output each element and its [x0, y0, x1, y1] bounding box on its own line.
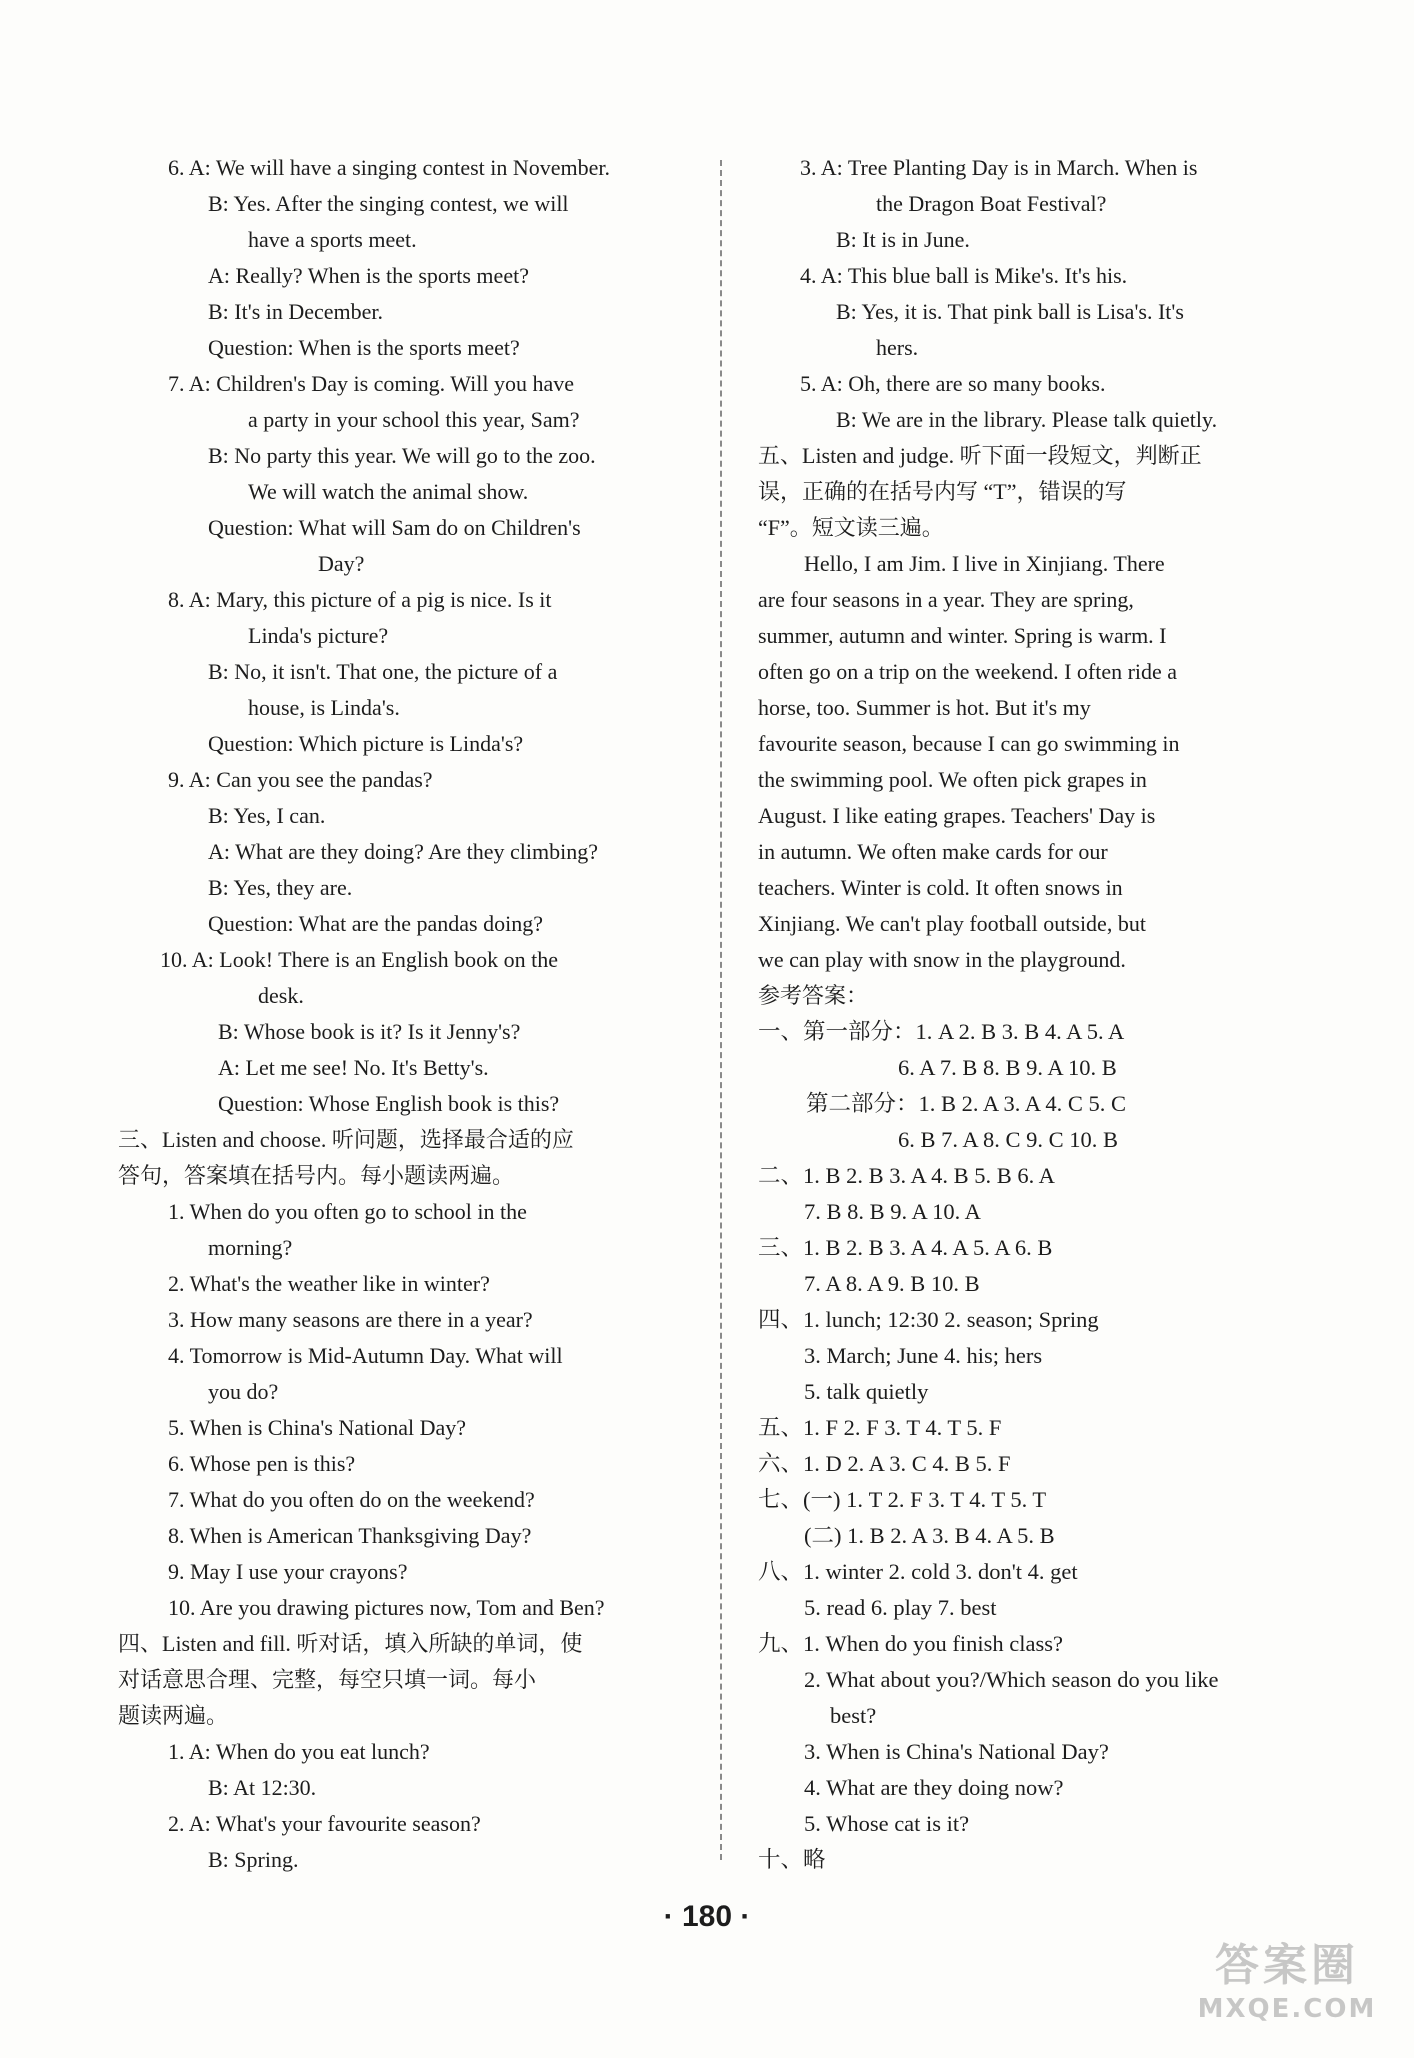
watermark-logo	[1182, 1938, 1392, 2038]
watermark-text: 答案圈	[1215, 1940, 1359, 1991]
text-line: “F”。短文读三遍。	[758, 515, 944, 540]
answer-line: 八、1. winter 2. cold 3. don't 4. get	[758, 1559, 1078, 1584]
answer-line: 二、1. B 2. B 3. A 4. B 5. B 6. A	[758, 1163, 1055, 1188]
text-line: 8. When is American Thanksgiving Day?	[168, 1523, 532, 1548]
page-number: · 180 ·	[663, 1900, 751, 1933]
text-line: August. I like eating grapes. Teachers' Day is	[758, 803, 1156, 828]
answer-line: 七、(一) 1. T 2. F 3. T 4. T 5. T	[758, 1487, 1047, 1512]
text-line: 3. How many seasons are there in a year?	[168, 1307, 533, 1332]
text-line: A: Let me see! No. It's Betty's.	[218, 1055, 489, 1080]
answer-line: 六、1. D 2. A 3. C 4. B 5. F	[758, 1451, 1011, 1476]
listening-text	[758, 150, 1318, 978]
answer-key	[758, 1014, 1318, 1878]
text-line: B: At 12:30.	[208, 1775, 317, 1800]
text-line: horse, too. Summer is hot. But it's my	[758, 695, 1091, 720]
answer-line: 3. When is China's National Day?	[804, 1739, 1109, 1764]
text-line: a party in your school this year, Sam?	[248, 407, 580, 432]
text-line: 四、Listen and fill. 听对话，填入所缺的单词，使	[118, 1631, 583, 1656]
text-line: B: No party this year. We will go to the zoo.	[208, 443, 596, 468]
answer-line: 五、1. F 2. F 3. T 4. T 5. F	[758, 1415, 1002, 1440]
text-line: 10. A: Look! There is an English book on the	[160, 947, 558, 972]
text-line: 误，正确的在括号内写 “T”，错误的写	[758, 479, 1127, 504]
answer-line: 四、1. lunch; 12:30 2. season; Spring	[758, 1307, 1099, 1332]
text-line: B: Spring.	[208, 1847, 299, 1872]
text-line: 2. What's the weather like in winter?	[168, 1271, 490, 1296]
left-column	[118, 150, 718, 1878]
text-line: 8. A: Mary, this picture of a pig is nice. Is it	[168, 587, 552, 612]
text-line: summer, autumn and winter. Spring is warm. I	[758, 623, 1167, 648]
text-line: have a sports meet.	[248, 227, 417, 252]
text-line: Linda's picture?	[248, 623, 389, 648]
answer-line: 5. read 6. play 7. best	[804, 1595, 997, 1620]
text-line: 1. A: When do you eat lunch?	[168, 1739, 430, 1764]
text-line: Hello, I am Jim. I live in Xinjiang. There	[804, 551, 1165, 576]
answer-line: 一、第一部分：1. A 2. B 3. B 4. A 5. A	[758, 1019, 1125, 1044]
answer-line: 第二部分：1. B 2. A 3. A 4. C 5. C	[806, 1091, 1127, 1116]
text-line: Question: Whose English book is this?	[218, 1091, 560, 1116]
text-line: B: Yes, they are.	[208, 875, 353, 900]
text-line: Xinjiang. We can't play football outside, but	[758, 911, 1146, 936]
text-line: 三、Listen and choose. 听问题，选择最合适的应	[118, 1127, 574, 1152]
text-line: 9. May I use your crayons?	[168, 1559, 408, 1584]
text-line: are four seasons in a year. They are spring,	[758, 587, 1134, 612]
text-line: favourite season, because I can go swimming in	[758, 731, 1180, 756]
text-line: We will watch the animal show.	[248, 479, 529, 504]
answer-line: 三、1. B 2. B 3. A 4. A 5. A 6. B	[758, 1235, 1053, 1260]
answer-line: 6. B 7. A 8. C 9. C 10. B	[898, 1127, 1119, 1152]
answer-line: 6. A 7. B 8. B 9. A 10. B	[898, 1055, 1117, 1080]
text-line: A: What are they doing? Are they climbing?	[208, 839, 598, 864]
answer-line: 7. B 8. B 9. A 10. A	[804, 1199, 981, 1224]
text-line: 4. Tomorrow is Mid-Autumn Day. What will	[168, 1343, 563, 1368]
text-line: B: It's in December.	[208, 299, 384, 324]
text-line: B: Yes, it is. That pink ball is Lisa's. It's	[836, 299, 1184, 324]
text-line: you do?	[208, 1379, 279, 1404]
text-line: B: Whose book is it? Is it Jenny's?	[218, 1019, 521, 1044]
answer-line: 5. talk quietly	[804, 1379, 929, 1404]
text-line: B: We are in the library. Please talk quietly.	[836, 407, 1218, 432]
text-line: B: No, it isn't. That one, the picture of a	[208, 659, 558, 684]
text-line: often go on a trip on the weekend. I often ride a	[758, 659, 1178, 684]
text-line: 10. Are you drawing pictures now, Tom and Ben?	[168, 1595, 605, 1620]
text-line: 6. Whose pen is this?	[168, 1451, 356, 1476]
text-line: 9. A: Can you see the pandas?	[168, 767, 433, 792]
text-line: 1. When do you often go to school in the	[168, 1199, 527, 1224]
answer-line: best?	[830, 1703, 877, 1728]
text-line: desk.	[258, 983, 304, 1008]
text-line: Question: Which picture is Linda's?	[208, 731, 524, 756]
text-line: house, is Linda's.	[248, 695, 400, 720]
answer-line: 九、1. When do you finish class?	[758, 1631, 1063, 1656]
text-line: 4. A: This blue ball is Mike's. It's his.	[800, 263, 1128, 288]
answer-line: 3. March; June 4. his; hers	[804, 1343, 1043, 1368]
right-column	[758, 150, 1318, 1878]
text-line: Question: What are the pandas doing?	[208, 911, 543, 936]
text-line: in autumn. We often make cards for our	[758, 839, 1108, 864]
text-line: the Dragon Boat Festival?	[876, 191, 1107, 216]
text-line: 6. A: We will have a singing contest in November.	[168, 155, 611, 180]
text-line: 五、Listen and judge. 听下面一段短文，判断正	[758, 443, 1202, 468]
answer-line: 十、略	[758, 1847, 826, 1872]
text-line: hers.	[876, 335, 919, 360]
text-line: 5. A: Oh, there are so many books.	[800, 371, 1106, 396]
text-line: 7. What do you often do on the weekend?	[168, 1487, 535, 1512]
text-line: 2. A: What's your favourite season?	[168, 1811, 481, 1836]
answer-line: 2. What about you?/Which season do you like	[804, 1667, 1219, 1692]
text-line: 对话意思合理、完整，每空只填一词。每小	[118, 1667, 537, 1692]
text-line: Question: What will Sam do on Children's	[208, 515, 581, 540]
column-divider	[720, 160, 722, 1860]
text-line: 答句，答案填在括号内。每小题读两遍。	[118, 1163, 515, 1188]
text-line: 题读两遍。	[118, 1703, 229, 1728]
text-line: 7. A: Children's Day is coming. Will you have	[168, 371, 574, 396]
answer-title: 参考答案：	[758, 983, 869, 1008]
watermark-url: MXQE.COM	[1197, 1994, 1377, 2024]
text-line: B: Yes. After the singing contest, we will	[208, 191, 569, 216]
answer-line: 4. What are they doing now?	[804, 1775, 1064, 1800]
text-line: A: Really? When is the sports meet?	[208, 263, 529, 288]
text-line: B: Yes, I can.	[208, 803, 326, 828]
text-line: the swimming pool. We often pick grapes in	[758, 767, 1147, 792]
text-line: Day?	[318, 551, 365, 576]
text-line: B: It is in June.	[836, 227, 970, 252]
answer-line: 7. A 8. A 9. B 10. B	[804, 1271, 980, 1296]
text-line: 3. A: Tree Planting Day is in March. When is	[800, 155, 1198, 180]
answer-line: 5. Whose cat is it?	[804, 1811, 970, 1836]
text-line: teachers. Winter is cold. It often snows in	[758, 875, 1123, 900]
text-line: Question: When is the sports meet?	[208, 335, 520, 360]
text-line: we can play with snow in the playground.	[758, 947, 1126, 972]
answer-line: (二) 1. B 2. A 3. B 4. A 5. B	[804, 1523, 1055, 1548]
text-line: morning?	[208, 1235, 293, 1260]
text-line: 5. When is China's National Day?	[168, 1415, 467, 1440]
